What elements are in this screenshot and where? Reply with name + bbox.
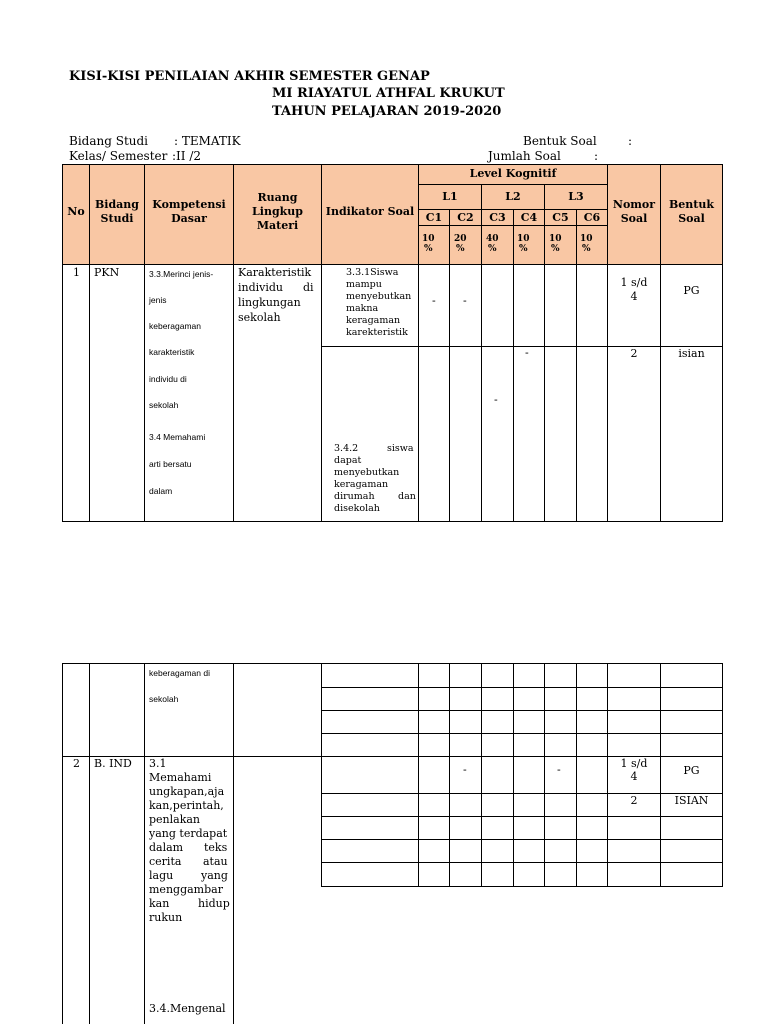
header-l1: L1 <box>442 190 458 203</box>
bidang-studi-value: : TEMATIK <box>174 134 241 148</box>
header-pct-c5: 10 % <box>549 234 562 254</box>
row2-kd-line13: 3.4.Mengenal <box>149 1002 226 1015</box>
row2-no: 2 <box>73 757 80 770</box>
row1-nomor2: 2 <box>630 347 638 360</box>
header-bentuk-line2: Soal <box>678 212 705 225</box>
header-pct-c1: 10 % <box>422 234 435 254</box>
row1-kd-line3: keberagaman <box>149 321 201 331</box>
row1-ruang-line4: sekolah <box>238 311 281 324</box>
row1-kd-line8: arti bersatu <box>149 459 192 469</box>
row1-kd-line2: jenis <box>149 295 167 305</box>
row1-kd-line4: karakteristik <box>149 347 195 357</box>
row1-bentuk1: PG <box>683 284 700 297</box>
row1-indikator2-line1b: siswa <box>387 443 414 454</box>
row1-ruang-line3: lingkungan <box>238 296 301 309</box>
row1-cont-kd-line2: sekolah <box>149 694 179 704</box>
row2-bentuk1: PG <box>683 764 700 777</box>
row1-nomor1-line2: 4 <box>630 290 638 303</box>
row1-kd-line7: 3.4 Memahami <box>149 432 206 442</box>
header-ruang-line1: Ruang <box>257 191 298 204</box>
header-nomor-line1: Nomor <box>612 198 656 211</box>
row1-indikator2-line5b: dan <box>398 491 416 502</box>
row2-c5-mark: - <box>557 763 561 776</box>
row1-bidang: PKN <box>94 266 120 279</box>
bidang-studi-label: Bidang Studi <box>69 134 149 148</box>
bentuk-soal-value: : <box>628 134 633 148</box>
row2-kd-line8a: cerita <box>149 855 182 868</box>
row2-c2-mark: - <box>463 763 467 776</box>
bentuk-soal-label: Bentuk Soal <box>523 134 597 148</box>
row1-cont-kd-line1: keberagaman di <box>149 668 210 678</box>
header-c1: C1 <box>425 211 443 224</box>
row2-kd-line3: ungkapan,aja <box>149 785 225 798</box>
header-pct-c6: 10 % <box>580 234 593 254</box>
header-bidang-line2: Studi <box>100 212 134 225</box>
row1-kd-line9: dalam <box>149 486 173 496</box>
row2-kd-line1: 3.1 <box>149 757 167 770</box>
row1-nomor1-line1: 1 s/d <box>620 276 648 289</box>
row2-kd-line8b: atau <box>203 855 228 868</box>
school-name: MI RIAYATUL ATHFAL KRUKUT <box>272 86 505 101</box>
row2-kd-line10: menggambar <box>149 883 223 896</box>
header-pct-c4: 10 % <box>517 234 530 254</box>
row1-no: 1 <box>73 266 80 279</box>
row1-indikator1-line4: makna <box>346 303 379 314</box>
row1-kd-line5: individu di <box>149 374 187 384</box>
row1-indikator2-line1a: 3.4.2 <box>334 443 359 454</box>
header-kompetensi-line1: Kompetensi <box>152 198 226 211</box>
row1-ruang-line2b: di <box>303 281 314 294</box>
row1-indikator1-line1: 3.3.1Siswa <box>346 267 399 278</box>
row2-nomor1-line1: 1 s/d <box>620 757 648 770</box>
academic-year: TAHUN PELAJARAN 2019-2020 <box>272 104 502 119</box>
kelas-label: Kelas/ Semester <box>69 149 168 163</box>
row1-indikator2-line3: menyebutkan <box>334 467 400 478</box>
row1-indikator1-line2: mampu <box>346 279 382 290</box>
row1-indikator2-line6: disekolah <box>334 503 380 514</box>
row1-kd-line1: 3.3.Merinci jenis- <box>149 269 214 279</box>
row2-kd-line5: penlakan <box>149 813 201 826</box>
row1-c4-mark: - <box>525 346 529 359</box>
row2-kd-line11b: hidup <box>198 897 230 910</box>
row1-bentuk2: isian <box>678 347 705 360</box>
kelas-value: :II /2 <box>172 149 202 163</box>
row2-kd-line2: Memahami <box>149 771 212 784</box>
header-l3: L3 <box>568 190 584 203</box>
row1-c1-mark: - <box>432 294 436 307</box>
row1-indikator2-line5a: dirumah <box>334 491 375 502</box>
row2-bidang: B. IND <box>94 757 132 770</box>
row2-kd-line9b: yang <box>201 869 228 882</box>
row1-ruang-line1: Karakteristik <box>238 266 312 279</box>
row2-nomor2: 2 <box>630 794 638 807</box>
row1-kd-line6: sekolah <box>149 400 179 410</box>
row1-indikator2-line4: keragaman <box>334 479 389 490</box>
header-c5: C5 <box>552 211 569 224</box>
jumlah-soal-value: : <box>594 149 599 163</box>
row2-kd-line9a: lagu <box>149 869 174 882</box>
header-nomor-line2: Soal <box>620 212 648 225</box>
row2-kd-line7a: dalam <box>149 841 184 854</box>
header-c6: C6 <box>583 211 601 224</box>
row2-kd-line11a: kan <box>149 897 170 910</box>
row1-indikator2-line2: dapat <box>334 455 362 466</box>
row2-kd-line6: yang terdapat <box>149 827 228 840</box>
header-c2: C2 <box>457 211 474 224</box>
row1-indikator1-line3: menyebutkan <box>346 291 412 302</box>
row1-c2-mark: - <box>463 294 467 307</box>
header-kompetensi-line2: Dasar <box>171 212 207 225</box>
row1-indikator1-line5: keragaman <box>346 315 401 326</box>
row1-ruang-line2a: individu <box>238 281 284 294</box>
row2-nomor1-line2: 4 <box>630 770 638 783</box>
header-c4: C4 <box>520 211 538 224</box>
header-l2: L2 <box>505 190 521 203</box>
row2-kd-line4: kan,perintah, <box>149 799 224 812</box>
header-indikator: Indikator Soal <box>325 205 415 218</box>
header-level-kognitif: Level Kognitif <box>469 167 557 180</box>
header-c3: C3 <box>489 211 506 224</box>
document-title: KISI-KISI PENILAIAN AKHIR SEMESTER GENAP <box>69 69 430 84</box>
header-ruang-line2: Lingkup <box>252 205 303 218</box>
row2-kd-line12: rukun <box>149 911 183 924</box>
header-no: No <box>67 205 85 218</box>
row2-kd-line7b: teks <box>204 841 228 854</box>
header-pct-c3: 40 % <box>486 234 499 254</box>
row2-bentuk2: ISIAN <box>674 794 709 807</box>
jumlah-soal-label: Jumlah Soal <box>488 149 561 163</box>
header-ruang-line3: Materi <box>256 219 299 232</box>
row1-c3-mark: - <box>494 393 498 406</box>
header-bentuk-line1: Bentuk <box>669 198 714 211</box>
row1-indikator1-line6: karekteristik <box>346 327 408 338</box>
header-pct-c2: 20 % <box>454 234 467 254</box>
header-bidang-line1: Bidang <box>95 198 139 211</box>
